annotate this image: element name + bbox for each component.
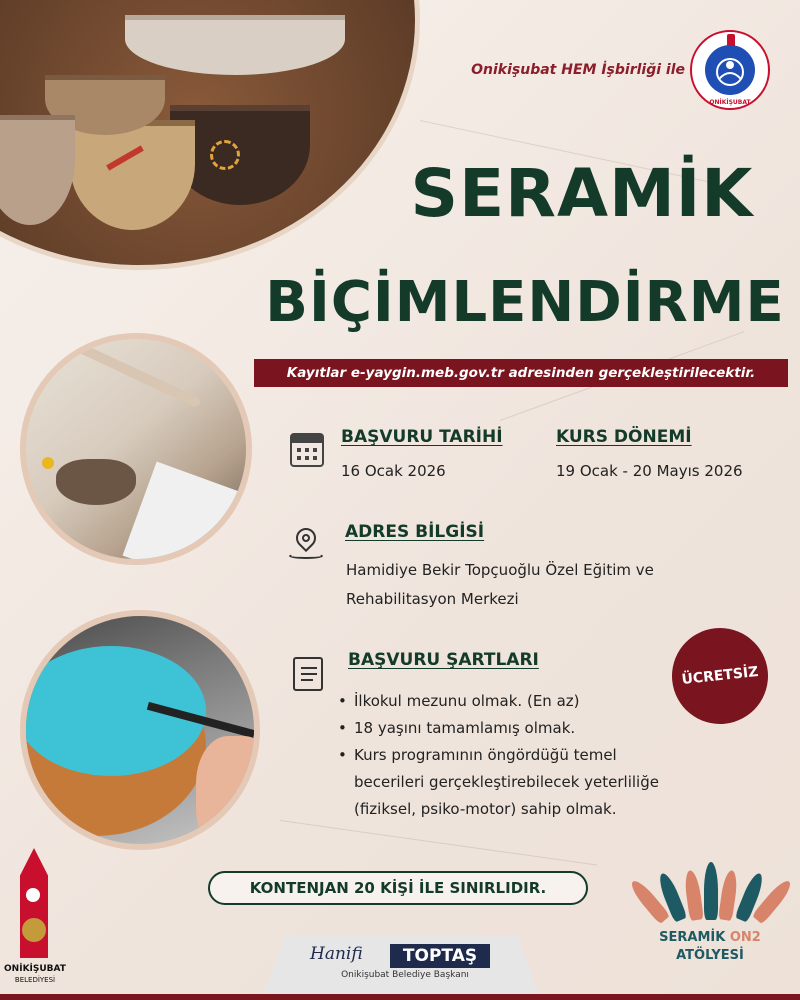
- requirement-item: • İlkokul mezunu olmak. (En az): [336, 688, 736, 715]
- marble-vein: [280, 820, 597, 866]
- atolye-word-seramik: SERAMİK: [659, 930, 726, 945]
- calendar-icon: [290, 433, 324, 467]
- municipality-logo: [4, 848, 66, 996]
- atolye-logo-line-2: ATÖLYESİ: [676, 948, 744, 963]
- hand: [196, 736, 260, 850]
- emblem-icon: [22, 918, 46, 942]
- rolling-pin: [70, 340, 201, 408]
- title-line-1: SERAMİK: [410, 155, 754, 232]
- globe-icon: [705, 45, 755, 95]
- crescent-icon: [26, 888, 40, 902]
- application-date-value: 16 Ocak 2026: [341, 462, 446, 480]
- location-pin-icon: [292, 524, 320, 552]
- bowl: [70, 120, 195, 230]
- application-date-label: BAŞVURU TARİHİ: [341, 427, 503, 447]
- bowl: [0, 115, 75, 225]
- atolye-word-on2: ON2: [729, 930, 761, 945]
- free-badge: ÜCRETSİZ: [667, 623, 773, 729]
- apron: [123, 461, 252, 565]
- mayor-title: Onikişubat Belediye Başkanı: [341, 970, 469, 980]
- logo-petal: [683, 870, 704, 921]
- requirement-item: [336, 742, 736, 823]
- municipality-sub: BELEDİYESİ: [14, 976, 56, 984]
- requirements-list: [336, 688, 736, 823]
- address-line-2: Rehabilitasyon Merkezi: [346, 590, 519, 608]
- logo-petal: [704, 862, 718, 920]
- hem-logo: [690, 30, 770, 110]
- requirement-item-line: (fiziksel, psiko-motor) sahip olmak.: [354, 800, 617, 818]
- mayor-first-name: Hanifi: [310, 944, 363, 964]
- clay-bowl: [56, 459, 136, 505]
- bottom-accent-line: [0, 994, 800, 1000]
- requirements-label: BAŞVURU ŞARTLARI: [348, 650, 539, 670]
- hem-logo-label: ONİKİŞUBAT: [709, 99, 751, 106]
- requirement-item-line: becerileri gerçekleştirebilecek yeterliliğe: [354, 773, 659, 791]
- municipality-name: ONİKİŞUBAT: [4, 964, 66, 974]
- requirement-item: • 18 yaşını tamamlamış olmak.: [336, 715, 736, 742]
- mayor-last-name: TOPTAŞ: [390, 944, 490, 968]
- quota-notice: KONTENJAN 20 KİŞİ İLE SINIRLIDIR.: [208, 871, 588, 905]
- document-icon: [293, 657, 323, 691]
- flower-pattern: [210, 140, 240, 170]
- clay-shaping-photo: [20, 333, 252, 565]
- address-label: ADRES BİLGİSİ: [345, 522, 485, 542]
- seramik-on2-atolyesi-logo: [640, 840, 780, 963]
- course-period-value: 19 Ocak - 20 Mayıs 2026: [556, 462, 743, 480]
- ceramic-bowls-photo: [0, 0, 420, 270]
- title-line-2: BİÇİMLENDİRME: [265, 270, 785, 335]
- requirement-item-line: • Kurs programının öngördüğü temel: [354, 746, 617, 764]
- course-period-label: KURS DÖNEMİ: [556, 427, 692, 447]
- partnership-text: Onikişubat HEM İşbirliği ile: [471, 62, 685, 78]
- atolye-logo-line-1: [640, 930, 780, 945]
- registration-banner: Kayıtlar e-yaygin.meb.gov.tr adresinden gerçekleştirilecektir.: [254, 359, 788, 387]
- yellow-flower: [42, 457, 54, 469]
- location-pin-base: [289, 553, 323, 559]
- glazing-photo: [20, 610, 260, 850]
- address-line-1: Hamidiye Bekir Topçuoğlu Özel Eğitim ve: [346, 561, 654, 579]
- bowl: [125, 15, 345, 75]
